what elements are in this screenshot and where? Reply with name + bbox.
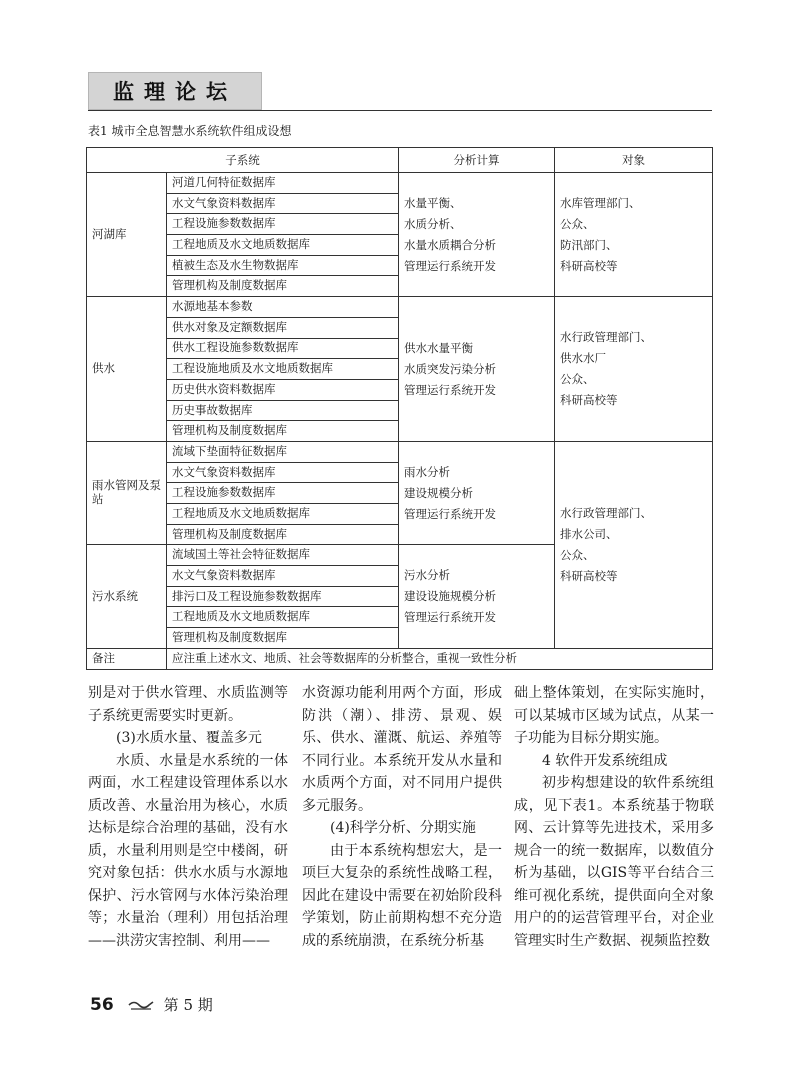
subsystem-name: 供水 xyxy=(87,297,167,442)
subsystem-name: 河湖库 xyxy=(87,173,167,297)
database-item: 植被生态及水生物数据库 xyxy=(167,255,399,276)
database-item: 工程地质及水文地质数据库 xyxy=(167,504,399,525)
subsystem-name: 雨水管网及泵站 xyxy=(87,441,167,544)
target-cell xyxy=(555,441,713,648)
analysis-cell xyxy=(399,173,555,297)
database-item: 供水对象及定额数据库 xyxy=(167,317,399,338)
paragraph: 水质、水量是水系统的一体两面，水工程建设管理体系以水质改善、水量治用为核心，水质达标是综合治理的基础，没有水质，水量利用则是空中楼阁，研究对象包括：供水水质与水源地保护、污水管网与水体污染治理等；水量治（理利）用包括治理——洪涝灾害控制、利用—— xyxy=(88,752,288,949)
database-item: 管理机构及制度数据库 xyxy=(167,276,399,297)
database-item: 供水工程设施参数数据库 xyxy=(167,338,399,359)
database-item: 河道几何特征数据库 xyxy=(167,173,399,194)
issue-label: 第 5 期 xyxy=(163,996,213,1014)
target-line: 公众、 xyxy=(560,216,595,231)
analysis-line: 管理运行系统开发 xyxy=(404,610,496,625)
target-line: 水行政管理部门、 xyxy=(560,505,652,520)
subheading: (4)科学分析、分期实施 xyxy=(330,820,476,836)
analysis-line: 雨水分析 xyxy=(404,464,450,479)
paragraph: 初步构想建设的软件系统组成，见下表1。本系统基于物联网、云计算等先进技术，采用多规合一的统一数据库，以数值分析为基础，以GIS等平台结合三维可视化系统，提供面向全对象用户的的运营管理平台，对企业管理实时生产数据、视频监控数 xyxy=(514,775,714,949)
target-line: 水库管理部门、 xyxy=(560,195,641,210)
table-row xyxy=(87,173,713,194)
table-caption: 表1 城市全息智慧水系统软件组成设想 xyxy=(88,124,292,138)
target-line: 排水公司、 xyxy=(560,526,618,541)
subheading: (3)水质水量、覆盖多元 xyxy=(116,730,262,746)
target-line: 公众、 xyxy=(560,372,595,387)
database-item: 工程地质及水文地质数据库 xyxy=(167,607,399,628)
database-item: 工程设施参数数据库 xyxy=(167,214,399,235)
analysis-line: 水量水质耦合分析 xyxy=(404,237,496,252)
database-item: 管理机构及制度数据库 xyxy=(167,628,399,649)
database-item: 历史供水资料数据库 xyxy=(167,379,399,400)
page-footer xyxy=(90,994,213,1015)
database-item: 工程设施参数数据库 xyxy=(167,483,399,504)
header-target: 对象 xyxy=(555,148,713,173)
database-item: 水文气象资料数据库 xyxy=(167,566,399,587)
analysis-line: 建设规模分析 xyxy=(404,485,473,500)
target-line: 公众、 xyxy=(560,547,595,562)
page-number: 56 xyxy=(90,994,114,1015)
analysis-line: 水质突发污染分析 xyxy=(404,361,496,376)
target-line: 防汛部门、 xyxy=(560,237,618,252)
header-subsystem: 子系统 xyxy=(87,148,399,173)
database-item: 工程地质及水文地质数据库 xyxy=(167,235,399,256)
body-column-1 xyxy=(88,682,288,952)
database-item: 水源地基本参数 xyxy=(167,297,399,318)
paragraph: 础上整体策划，在实际实施时，可以某城市区域为试点，从某一子功能为目标分期实施。 xyxy=(514,685,714,746)
analysis-line: 供水水量平衡 xyxy=(404,340,473,355)
section-header xyxy=(88,72,262,110)
analysis-cell xyxy=(399,545,555,648)
header-rule xyxy=(88,110,712,111)
database-item: 历史事故数据库 xyxy=(167,400,399,421)
table-body xyxy=(87,173,713,670)
table-row xyxy=(87,297,713,318)
body-column-3 xyxy=(514,682,714,952)
note-text: 应注重上述水文、地质、社会等数据库的分析整合，重视一致性分析 xyxy=(167,648,713,669)
target-line: 科研高校等 xyxy=(560,568,618,583)
body-column-2 xyxy=(302,682,502,952)
subheading: 4 软件开发系统组成 xyxy=(542,752,668,769)
analysis-line: 水量平衡、 xyxy=(404,195,462,210)
subsystem-name: 污水系统 xyxy=(87,545,167,648)
table-header-row xyxy=(87,148,713,173)
database-item: 管理机构及制度数据库 xyxy=(167,421,399,442)
database-item: 水文气象资料数据库 xyxy=(167,193,399,214)
analysis-line: 水质分析、 xyxy=(404,216,462,231)
table-row xyxy=(87,441,713,462)
analysis-line: 管理运行系统开发 xyxy=(404,258,496,273)
analysis-line: 管理运行系统开发 xyxy=(404,506,496,521)
target-line: 科研高校等 xyxy=(560,258,618,273)
target-line: 供水水厂 xyxy=(560,351,606,366)
analysis-line: 建设设施规模分析 xyxy=(404,589,496,604)
database-item: 流域下垫面特征数据库 xyxy=(167,441,399,462)
note-row xyxy=(87,648,713,669)
paragraph: 别是对于供水管理、水质监测等子系统更需要实时更新。 xyxy=(88,685,288,724)
paragraph: 由于本系统构想宏大，是一项巨大复杂的系统性战略工程，因此在建设中需要在初始阶段科学策划，防止前期构想不充分造成的系统崩溃，在系统分析基 xyxy=(302,842,502,949)
paragraph: 水资源功能利用两个方面，形成防洪（潮）、排涝、景观、娱乐、供水、灌溉、航运、养殖等不同行业。本系统开发从水量和水质两个方面，对不同用户提供多元服务。 xyxy=(302,685,502,814)
analysis-cell xyxy=(399,297,555,442)
analysis-cell xyxy=(399,441,555,544)
software-composition-table xyxy=(86,147,713,670)
analysis-line: 管理运行系统开发 xyxy=(404,382,496,397)
database-item: 流域国土等社会特征数据库 xyxy=(167,545,399,566)
database-item: 管理机构及制度数据库 xyxy=(167,524,399,545)
database-item: 排污口及工程设施参数数据库 xyxy=(167,586,399,607)
target-cell xyxy=(555,173,713,297)
journal-logo-icon xyxy=(128,999,154,1011)
analysis-line: 污水分析 xyxy=(404,568,450,583)
header-analysis: 分析计算 xyxy=(399,148,555,173)
target-cell xyxy=(555,297,713,442)
section-title: 监理论坛 xyxy=(113,80,237,104)
database-item: 工程设施地质及水文地质数据库 xyxy=(167,359,399,380)
target-line: 科研高校等 xyxy=(560,393,618,408)
target-line: 水行政管理部门、 xyxy=(560,330,652,345)
database-item: 水文气象资料数据库 xyxy=(167,462,399,483)
note-label: 备注 xyxy=(87,648,167,669)
